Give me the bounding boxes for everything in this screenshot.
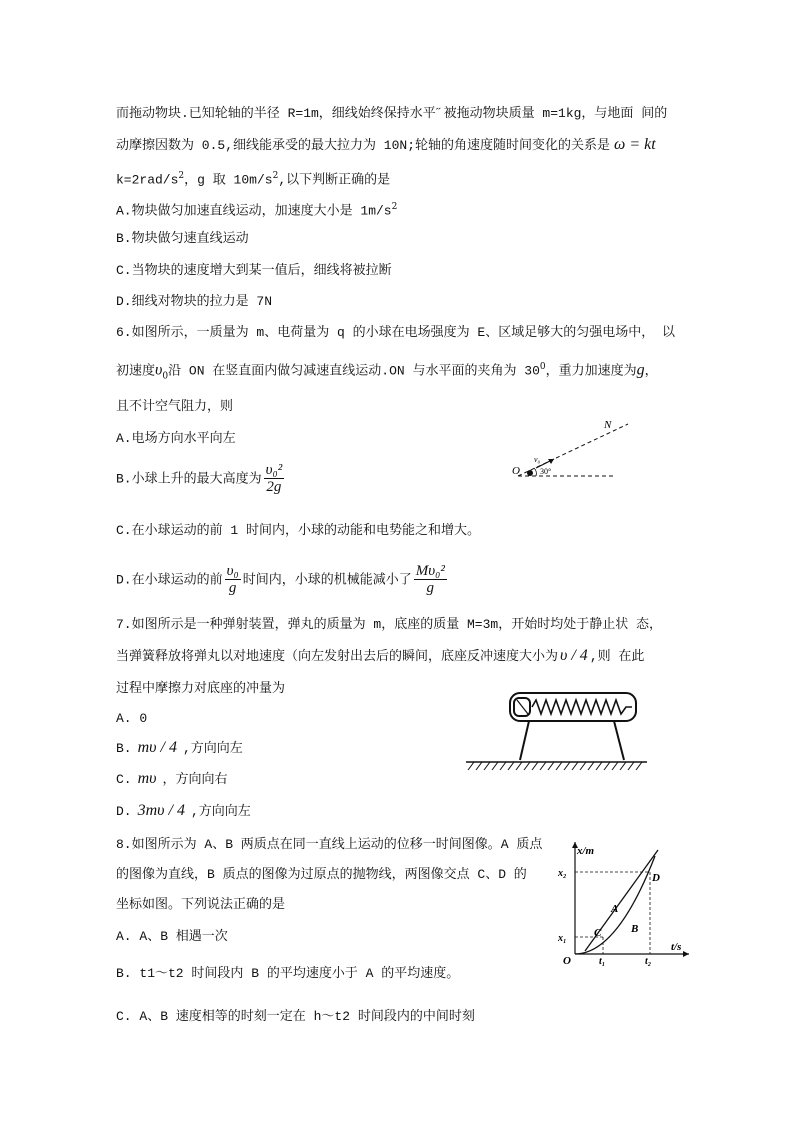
q7-option-d-pre: D. [116, 804, 132, 819]
q6-line1 [116, 322, 675, 343]
q5-line3-end: ,以下判断正确的是 [278, 172, 391, 188]
q7-line2 [116, 646, 644, 667]
q6-option-d-a: D.在小球运动的前 [116, 572, 223, 588]
q7-option-c [116, 769, 228, 790]
q5-option-d-text: D.细线对物块的拉力是 7N [116, 294, 273, 309]
q5-formula: ω = kt [614, 136, 656, 153]
q7-option-d [116, 801, 251, 822]
q7-option-d-formula: 3mυ / 4 [137, 802, 185, 819]
q7-option-c-formula: mυ [137, 770, 157, 787]
q8-fig-a-label: A [611, 903, 619, 915]
q8-fig-origin-label: O [563, 955, 571, 966]
q7-option-a [116, 708, 147, 729]
q6-degree: 0 [539, 362, 546, 372]
q5-line2 [116, 135, 656, 156]
q6-option-b-text: B.小球上升的最大高度为 [116, 471, 262, 487]
q5-option-a-sup: 2 [391, 202, 398, 212]
q8-fig-x1-label: x₁ [558, 933, 567, 944]
q6-line2-c: ，重力加速度为 [545, 363, 637, 379]
q6-line3 [116, 396, 233, 417]
q7-line1-text: 7.如图所示是一种弹射装置，弹丸的质量为 m，底座的质量 M=3m，开始时均处于静止状 态， [116, 617, 663, 632]
q5-option-c [116, 260, 392, 281]
q5-line1 [116, 103, 667, 124]
q5-sup: 2 [178, 171, 185, 181]
q6-option-c [116, 520, 480, 541]
q7-fig-ground-hatch [468, 762, 642, 770]
q6-line2 [116, 357, 658, 386]
q8-fig-b-label: B [631, 923, 639, 935]
q6-fig-angle-arc [534, 468, 536, 476]
q6-option-b [116, 462, 286, 495]
q7-option-b-post: ,方向向左 [182, 741, 243, 756]
q7-line2-text: 当弹簧释放将弹丸以对地速度（向左发射出去后的瞬间，底座反冲速度大小为 [116, 649, 559, 664]
q6-line1-text: 6.如图所示，一质量为 m、电荷量为 q 的小球在电场强度为 E、区域足够大的匀强电场中， 以 [116, 325, 676, 340]
q6-fig-label-v0: v₀ [534, 455, 541, 464]
q5-option-d [116, 291, 272, 312]
q7-line3 [116, 678, 285, 699]
q7-option-b [116, 738, 243, 759]
q7-line2-end: ,则 在此 [589, 649, 645, 664]
q8-option-c [116, 1006, 475, 1027]
q8-fig-x2-label: x₂ [558, 868, 567, 879]
q6-g: g [636, 361, 645, 379]
q5-k-value: k=2rad/s [116, 172, 179, 188]
q8-option-a-text: A. A、B 相遇一次 [116, 929, 228, 944]
q5-g-value: ，g 取 10m/s [184, 172, 273, 188]
q5-line3 [116, 166, 390, 191]
q8-figure [555, 836, 695, 966]
q8-line1 [116, 834, 542, 855]
q6-option-a-text: A.电场方向水平向左 [116, 431, 236, 446]
q8-line2-text: 的图像为直线，B 质点的图像为过原点的抛物线，两图像交点 C、D 的 [116, 867, 527, 882]
q7-line3-text: 过程中摩擦力对底座的冲量为 [116, 681, 286, 696]
q5-line2-text: 动摩擦因数为 0.5,细线能承受的最大拉力为 10N;轮轴的角速度随时间变化的关系是 [116, 138, 611, 153]
q7-option-b-formula: mυ / 4 [137, 739, 177, 756]
q6-option-d-num1: υ₀ [226, 563, 239, 579]
q6-line2-a: 初速度 [116, 363, 156, 379]
q5-option-a-text: A.物块做匀加速直线运动，加速度大小是 1m/s [116, 203, 392, 219]
q8-option-b [116, 963, 459, 984]
q7-line1 [116, 614, 662, 635]
q7-option-a-text: A. 0 [116, 711, 148, 726]
q8-fig-d-label: D [652, 872, 660, 884]
q8-fig-xlabel: t/s [671, 941, 682, 953]
q8-option-c-text: C. A、B 速度相等的时刻一定在 h～t2 时间段内的中间时刻 [116, 1009, 475, 1024]
q7-option-d-post: ,方向向左 [190, 804, 251, 819]
q8-fig-t-arrow [683, 951, 689, 957]
q8-fig-ylabel: x/m [577, 845, 595, 857]
q8-line1-text: 8.如图所示为 A、B 两质点在同一直线上运动的位移一时间图像。A 质点 [116, 837, 543, 852]
q8-line3-text: 坐标如图。下列说法正确的是 [116, 897, 286, 912]
q6-fig-label-o: O [512, 465, 520, 477]
q6-option-a [116, 428, 236, 449]
q6-fig-label-n: N [604, 419, 612, 431]
q6-line3-text: 且不计空气阻力，则 [116, 399, 234, 414]
q6-option-d-num2: Mυ₀² [415, 563, 445, 579]
q6-v0: υ [155, 361, 163, 379]
q8-fig-t2-label: t₂ [645, 956, 652, 966]
q7-recoil-velocity: υ / 4 [560, 647, 588, 664]
q5-line1-text: 而拖动物块.已知轮轴的半径 R=1m，细线始终保持水平˝被拖动物块质量 m=1kg，与地面 间的 [116, 106, 668, 121]
q5-option-c-text: C.当物块的速度增大到某一值后，细线将被拉断 [116, 263, 392, 278]
q6-option-d-b: 时间内，小球的机械能减小了 [242, 572, 412, 588]
q8-fig-c-label: C [594, 927, 602, 939]
q6-fig-label-angle: 30° [540, 467, 552, 476]
q7-fig-leg-left [520, 721, 529, 760]
q7-fig-leg-right [614, 721, 624, 760]
q5-option-b [116, 228, 249, 249]
q6-option-b-den: 2g [266, 479, 282, 495]
q5-sup-g: 2 [272, 171, 279, 181]
q8-option-b-text: B. t1～t2 时间段内 B 的平均速度小于 A 的平均速度。 [116, 966, 460, 981]
q8-line2 [116, 864, 527, 885]
q8-fig-t1-label: t₁ [599, 956, 606, 966]
q6-option-d-fraction2 [414, 563, 447, 596]
q7-figure [464, 690, 649, 772]
q7-option-c-post: ，方向向右 [162, 772, 228, 787]
q6-option-d [116, 563, 449, 596]
q6-v0-sub: 0 [162, 371, 169, 382]
q6-option-d-fraction1 [225, 563, 241, 596]
q6-option-c-text: C.在小球运动的前 1 时间内，小球的动能和电势能之和增大。 [116, 523, 481, 538]
q6-option-d-den2: g [426, 580, 435, 596]
q6-line2-d: ， [644, 363, 658, 379]
q5-option-a [116, 197, 397, 222]
q8-line3 [116, 894, 285, 915]
q6-option-d-den1: g [228, 580, 237, 596]
q8-option-a [116, 926, 228, 947]
q6-line2-b: 沿 ON 在竖直面内做匀减速直线运动.ON 与水平面的夹角为 30 [168, 363, 540, 379]
q6-option-b-num: υ₀² [265, 462, 283, 478]
q6-figure [508, 416, 638, 488]
q7-option-b-pre: B. [116, 741, 132, 756]
q7-option-c-pre: C. [116, 772, 132, 787]
q5-option-b-text: B.物块做匀速直线运动 [116, 231, 249, 246]
q6-fig-ball [527, 470, 533, 476]
q6-option-b-fraction [264, 462, 285, 495]
